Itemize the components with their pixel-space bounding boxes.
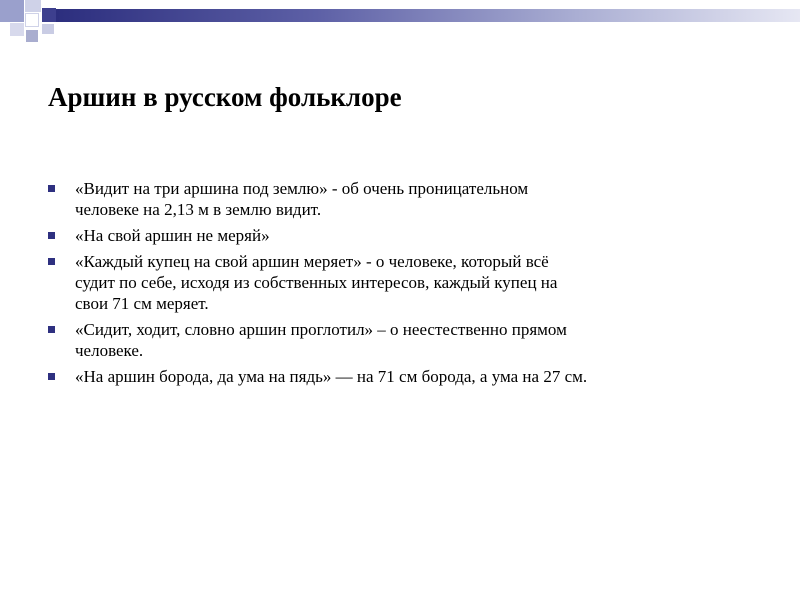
bullet-line: человеке на 2,13 м в землю видит.	[75, 200, 322, 219]
square-bullet-icon	[48, 258, 55, 265]
bullet-item	[48, 178, 748, 220]
decor-square	[25, 13, 39, 27]
square-bullet-icon	[48, 373, 55, 380]
header-gradient-bar	[56, 9, 800, 22]
square-bullet-icon	[48, 326, 55, 333]
decor-square	[10, 23, 24, 36]
square-bullet-icon	[48, 232, 55, 239]
header-decoration	[0, 0, 800, 50]
square-bullet-icon	[48, 185, 55, 192]
slide-title: Аршин в русском фольклоре	[48, 82, 402, 112]
bullet-item	[48, 225, 748, 246]
decor-square	[42, 8, 56, 22]
bullet-list	[48, 178, 748, 392]
decor-square	[25, 0, 41, 12]
bullet-line: «На аршин борода, да ума на пядь» — на 71 см борода, а ума на 27 см.	[75, 367, 588, 386]
decor-square	[0, 0, 24, 22]
bullet-line: свои 71 см меряет.	[75, 294, 209, 313]
bullet-line: «На свой аршин не меряй»	[75, 226, 270, 245]
decor-square	[42, 24, 54, 34]
bullet-line: «Сидит, ходит, словно аршин проглотил» – о неестественно прямом	[75, 320, 567, 339]
bullet-line: судит по себе, исходя из собственных интересов, каждый купец на	[75, 273, 558, 292]
bullet-line: человеке.	[75, 341, 144, 360]
bullet-line: «Каждый купец на свой аршин меряет» - о человеке, который всё	[75, 252, 549, 271]
decor-square	[26, 30, 38, 42]
bullet-item	[48, 366, 748, 387]
bullet-line: «Видит на три аршина под землю» - об очень проницательном	[75, 179, 529, 198]
bullet-item	[48, 251, 748, 314]
bullet-item	[48, 319, 748, 361]
